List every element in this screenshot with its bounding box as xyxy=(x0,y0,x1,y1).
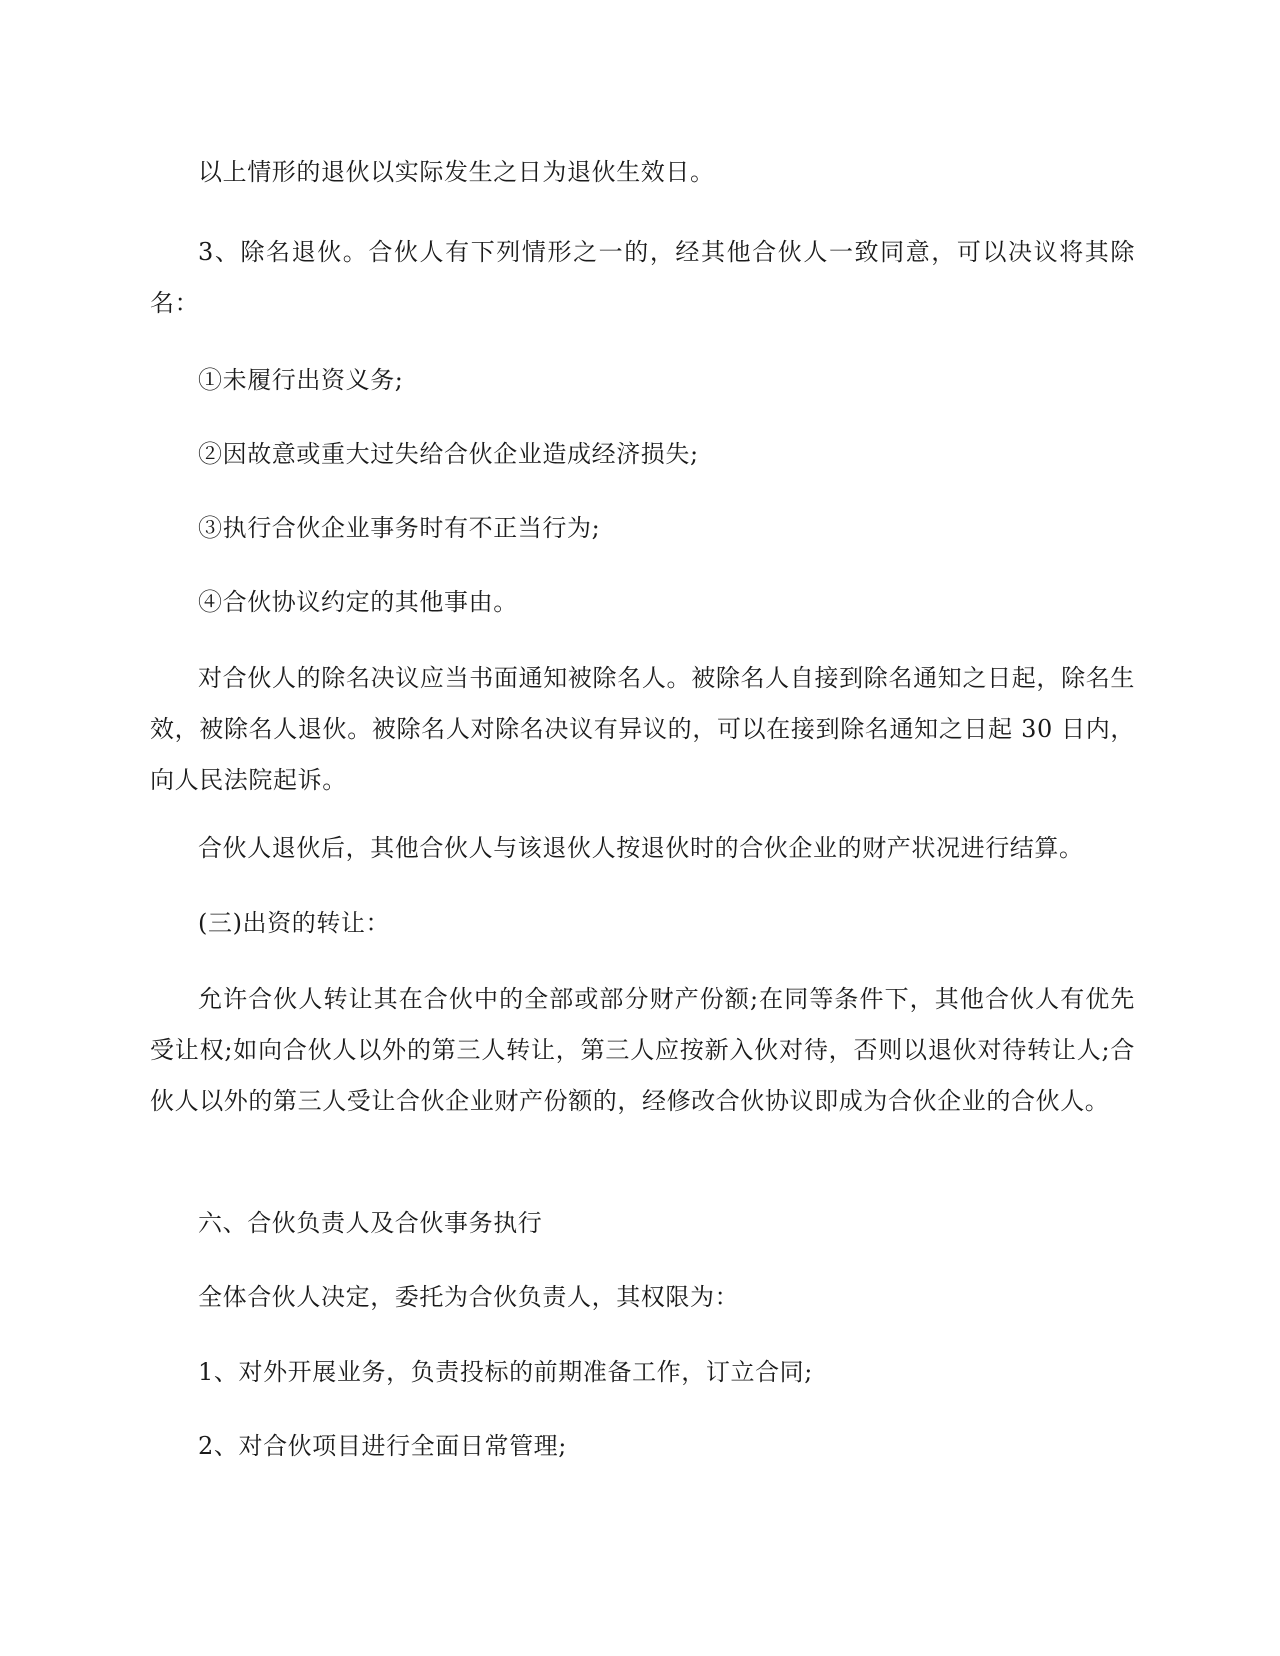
section-heading-capital-transfer: (三)出资的转让： xyxy=(198,909,391,937)
list-item-expulsion-reason-2: ②因故意或重大过失给合伙企业造成经济损失; xyxy=(198,440,699,468)
paragraph-manager-authority: 全体合伙人决定，委托为合伙负责人，其权限为： xyxy=(198,1283,740,1311)
list-item-expulsion-reason-1: ①未履行出资义务; xyxy=(198,366,404,394)
list-item-authority-1: 1、对外开展业务，负责投标的前期准备工作，订立合同; xyxy=(198,1358,813,1386)
list-item-authority-2: 2、对合伙项目进行全面日常管理; xyxy=(198,1432,567,1460)
paragraph-withdrawal-effective-date: 以上情形的退伙以实际发生之日为退伙生效日。 xyxy=(198,158,715,186)
paragraph-capital-transfer: 允许合伙人转让其在合伙中的全部或部分财产份额;在同等条件下，其他合伙人有优先受让权;如向合伙人以外的第三人转让，第三人应按新入伙对待，否则以退伙对待转让人;合伙人以外的第三人受让合伙企业财产份额的，经修改合伙协议即成为合伙企业的合伙人。 xyxy=(150,985,1135,1115)
paragraph-settlement: 合伙人退伙后，其他合伙人与该退伙人按退伙时的合伙企业的财产状况进行结算。 xyxy=(198,834,1084,862)
list-item-expulsion-reason-4: ④合伙协议约定的其他事由。 xyxy=(198,588,518,616)
list-item-expulsion-reason-3: ③执行合伙企业事务时有不正当行为; xyxy=(198,514,601,542)
paragraph-expulsion-notice: 对合伙人的除名决议应当书面通知被除名人。被除名人自接到除名通知之日起，除名生效，被除名人退伙。被除名人对除名决议有异议的，可以在接到除名通知之日起 30 日内，向人民法院起诉。 xyxy=(150,664,1135,794)
section-heading-partnership-management: 六、合伙负责人及合伙事务执行 xyxy=(198,1209,543,1237)
paragraph-expulsion-withdrawal: 3、除名退伙。合伙人有下列情形之一的，经其他合伙人一致同意，可以决议将其除名： xyxy=(150,238,1135,317)
